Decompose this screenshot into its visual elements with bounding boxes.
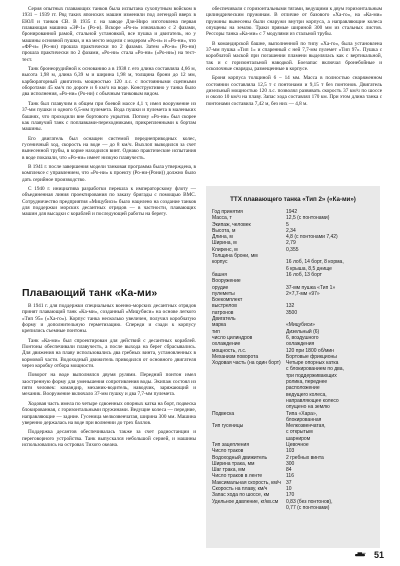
specs-value: 0,77 (с понтонами) [286, 504, 330, 511]
specs-value: 2×7,7-мм «97» [286, 290, 320, 297]
specs-value: 3500 [286, 309, 298, 316]
specs-label: Шаг трака, мм [212, 467, 246, 474]
specs-label: Запас хода по шоссе, км [212, 492, 270, 499]
specs-value: 10 [286, 486, 292, 493]
specs-label: Год принятия [212, 209, 243, 215]
specs-label: Двигатель [212, 316, 236, 323]
specs-value: 84 [286, 467, 292, 474]
paragraph: обеспечивали с горизонтальными тягами, ведущими к двум горизонтальным цилиндрическим пружинам. В отличие от базового «Ха-го», на «Ка-ми» пружины вынесены были снаружи внутри корпуса, а направляющие колеса опущены на землю. Траки прямые шириной 300 мм из стальных листов. Рессоры танка «Ка-ми» с 7 модулями из стальной трубы. [206, 6, 382, 38]
specs-value: 16 лоб, 13 борт [286, 271, 322, 278]
specs-value: 4,8 (с понтонами 7,42) [286, 234, 338, 241]
specs-row [212, 505, 378, 511]
specs-label: марка [212, 322, 227, 329]
paragraph: В 1941 г. для поддержки специальных военно-морских десантных отрядов принят плавающий танк «Ка-ми», созданный «Мицубиси» на основе легкого «Тип 95» («Ха-го»). Корпус танка несколько увеличен, получил коробчатую форму и дополнительную герметизацию. Спереди и сзади к корпусу крепились съемные понтоны. [22, 303, 196, 335]
specs-title: ТТХ плавающего танка «Тип 2» («Ка-ми») [230, 196, 356, 203]
specs-value: 116 [286, 473, 294, 480]
specs-value: 16 лоб, 14 борт, 8 корма, [286, 259, 344, 266]
specs-label: выстрелов [212, 303, 237, 310]
specs-value: 2,34 [286, 227, 296, 234]
right-column [206, 6, 382, 110]
paragraph: Поворот на воде выполнялся двумя рулями. Передний понтон имел заостренную форму для уменьшения сопротивления воды. Экипаж состоял из пяти человек: командир, механик-водитель, наводчик, заряжающий и механик. Вооружение включало 37-мм пушку и два 7,7-мм пулемета. [22, 372, 196, 398]
specs-value: Типа «Хара», [286, 410, 318, 417]
specs-label: число цилиндров [212, 334, 253, 341]
page-number: 51 [373, 550, 384, 560]
specs-value: 6 крыша, 8,5 днище [286, 265, 332, 272]
specs-value: 0,355 [286, 246, 299, 253]
specs-label: Подвеска [212, 410, 235, 417]
specs-value: ролика, переднее [286, 379, 328, 386]
specs-value: 0,83 (без понтонов), [286, 498, 333, 505]
specs-value: Четыре опорных катка [286, 360, 339, 367]
specs-label: Длина, м [212, 234, 233, 241]
specs-value: опущено на землю [286, 404, 330, 411]
specs-label: Число траков в ленте [212, 473, 263, 480]
specs-label: Боекомплект [212, 297, 243, 304]
specs-label: тип [212, 328, 220, 335]
specs-value: расположение [286, 385, 320, 392]
specs-label: охлаждение [212, 341, 241, 348]
left-column-lower [22, 303, 196, 451]
specs-value: 5 [286, 221, 289, 228]
paragraph: Танк «Ка-ми» был спроектирован для действий с десантных кораблей. Понтоны обеспечивали плавучесть, а после выхода на берег сбрасывались. Для движения на плаву использовались два гребных винта, установленных в кормовой части. Водоходный движитель приводился от основного двигателя через коробку отбора мощности. [22, 337, 196, 370]
specs-label: Скорость на плаву, км/ч [212, 486, 268, 493]
specs-value: направляющее колесо [286, 397, 339, 404]
specs-value: 12,5 (с понтонами) [286, 215, 330, 222]
paragraph: В командирской башне, выполненной по типу «Ха-го», была установлена 37-мм пушка «Тип 1» и спаренный с ней 7,7-мм пулемет «Тип 97». Пушка с коробчатой маской при погашении пламени выделялась как с вертикальной, так и с горизонтальной наводкой. Боезапас включал бронебойные и осколочные снаряды, размещенные в корпусе. [206, 40, 382, 73]
specs-value: Цевочное [286, 441, 309, 448]
paragraph: Танк бронеорудийной к основанию а в 1938 г. его длина составляла 4,66 м, высота 1,98 м, длина 6,39 м и ширина 1,98 м, толщина брони до 12 мм, карбюраторный двигатель мощностью 120 л.с. с постоянными сцепными оборотами 45 км/ч по дороге и 6 км/ч на воде. Конструктивно у танка было два исполнения, «Ро-ни» (Ро-ни) с обычным танковым видом. [22, 66, 196, 98]
left-column [22, 6, 196, 221]
specs-label: Клиренс, м [212, 246, 238, 253]
specs-label: башня [212, 271, 228, 278]
paragraph: В 1941 г. после завершения модели танковая программа была утверждена, в комплексе с управлением, что «Ро-ни» к проекту (Ро-ни-(Рони)) должно было дать серийное производство. [22, 163, 196, 183]
specs-label: Удельное давление, кг/кв.см [212, 498, 279, 505]
specs-label: Тип зацепления [212, 441, 250, 448]
specs-label: мощность, л.с. [212, 347, 247, 354]
paragraph: Поддержка десантов обеспечивалась также за счет радиостанции и переговорного устройства. Танк выпускался небольшой серией, и машины использовались на островах Тихого океана. [22, 429, 196, 448]
specs-label: Тип гусеницы [212, 423, 244, 430]
specs-value: ведущего колеса, [286, 391, 327, 398]
specs-value: «Мицубиси» [286, 322, 315, 329]
specs-label: Водоходный движитель [212, 454, 268, 461]
tank-silhouette-icon [354, 551, 366, 557]
specs-value: охлаждения [286, 341, 315, 348]
specs-value: Мелкозвенчатая, [286, 423, 326, 430]
specs-label: Число траков [212, 448, 244, 455]
specs-value: с блокированием по два, [286, 366, 344, 373]
specs-label: Высота, м [212, 227, 236, 234]
specs-value: 1942 [286, 209, 298, 215]
specs-value: Бортовые фрикционы [286, 353, 337, 360]
specs-label: Масса, т [212, 215, 232, 222]
specs-label [212, 505, 286, 511]
section-title: Плавающий танк «Ка-ми» [22, 287, 158, 299]
specs-label: Ходовая часть (на один борт) [212, 360, 281, 367]
specs-value: 120 при 1800 об/мин [286, 347, 334, 354]
paragraph: Ходовая часть имела по четыре сдвоенных опорных катка на борт, подвеска блокированная, с горизонтальными пружинами. Ведущие колеса — передние, направляющие — задние. Гусеница мелкозвенчатая, ширина 300 мм. Машина уверенно держалась на воде при волнении до трех баллов. [22, 400, 196, 426]
specs-label: корпус [212, 259, 228, 266]
specs-label: Ширина трака, мм [212, 460, 255, 467]
specs-table [212, 209, 378, 511]
specs-value: три поддерживающих [286, 372, 337, 379]
specs-label: Механизм поворота [212, 353, 259, 360]
paragraph: Танк был плавучим в общем при боевой массе 4,1 т, имел вооружение из 37-мм пушки и одного 6,5-мм пулемета. Вода пушки и пулемета в маленьких башнях, что проходили вне бортового укрытия. Потому «Ро-ни» был скорее как плавучий танк с поплавками-переходниками, прикрепленными к бортам машины. [22, 100, 196, 133]
specs-label: Максимальная скорость, км/ч [212, 479, 281, 486]
specs-value: 300 [286, 460, 295, 467]
specs-value: Дизельный (6) [286, 328, 320, 335]
specs-label: Толщина брони, мм [212, 253, 258, 260]
specs-value: 132 [286, 303, 295, 310]
specs-value: блокированная [286, 416, 322, 423]
paragraph: С 1940 г. инициатива разработки перешла к императорскому флоту — объединенная линия проектирования по заказу бригады с помощью ВМС. Сотрудничество предприятия «Мицубиси» было нацелено на создание танков для поддержки морских десантных отрядов — в частности, плавающих машин для высадки с кораблей и последующей работы на берегу. [22, 185, 196, 218]
specs-value: с открытым [286, 429, 313, 436]
specs-value: 170 [286, 492, 295, 499]
paragraph: Броня корпуса толщиной 6 – 14 мм. Масса в полностью снаряженном состоянии составляла 12,5 т с понтонами и 9,15 т без понтонов. Двигатель дизельный мощностью 120 л.с. позволял развивать скорость 37 км/ч по шоссе и около 10 км/ч на плаву. Запас хода составлял 170 км. При этом длина танка с понтонами составила 7,42 м, без них — 4,8 м. [206, 75, 382, 107]
paragraph: Его двигатель был оснащен системой переднеприводных колес, гусеничный ход, скорость на воде — до 8 км/ч. Выхлоп выводился за счет вынесенной трубы, в корме находился винт. Однако практические испытания в воде показали, что «Ро-ни» имеет низкую плавучесть. [22, 135, 196, 161]
specs-value: 37-мм пушка «Тип 1» [286, 284, 336, 291]
specs-value: 6, воздушного [286, 334, 319, 341]
specs-label: орудие [212, 284, 229, 291]
specs-label: Ширина, м [212, 240, 237, 247]
paragraph: Серия опытных плавающих танков была испытана сухопутным войском в 1931 – 1939 гг. Ряд таких японских машин изменили под легендой вверх в ЕЮЛ и танков СВ. В 1935 г. на заводе Дзи-Ниро изготовлена первая плавающая машина «ЭР-1» (Ро-и). Вскоре «Ро-и» изначально с 2 фазами, бронированной рамой, стальной установкой, все пушка и двигатель, но у машины основной пушки, и на место модели с модером «Ро-и» и «Ро-ни», что «ФР-и» (Ро-ни) прошла практически по 2 фазами. Затем «Ро-и» (Ро-ни) прошла практически по 2 фазами, «Ро-ни» стала «Ро-ни» («Ро-ни») на тест-тест. [22, 6, 196, 63]
specs-label: Экипаж, человек [212, 221, 251, 228]
specs-label: пулеметы [212, 290, 235, 297]
specs-value: 103 [286, 448, 295, 455]
specs-value: 2,79 [286, 240, 296, 247]
specs-value: 37 [286, 479, 292, 486]
specs-label: Вооружение [212, 278, 241, 285]
specs-value: 2 гребных винта [286, 454, 324, 461]
specs-label: патронов [212, 309, 234, 316]
specs-value: шарниром [286, 435, 311, 442]
